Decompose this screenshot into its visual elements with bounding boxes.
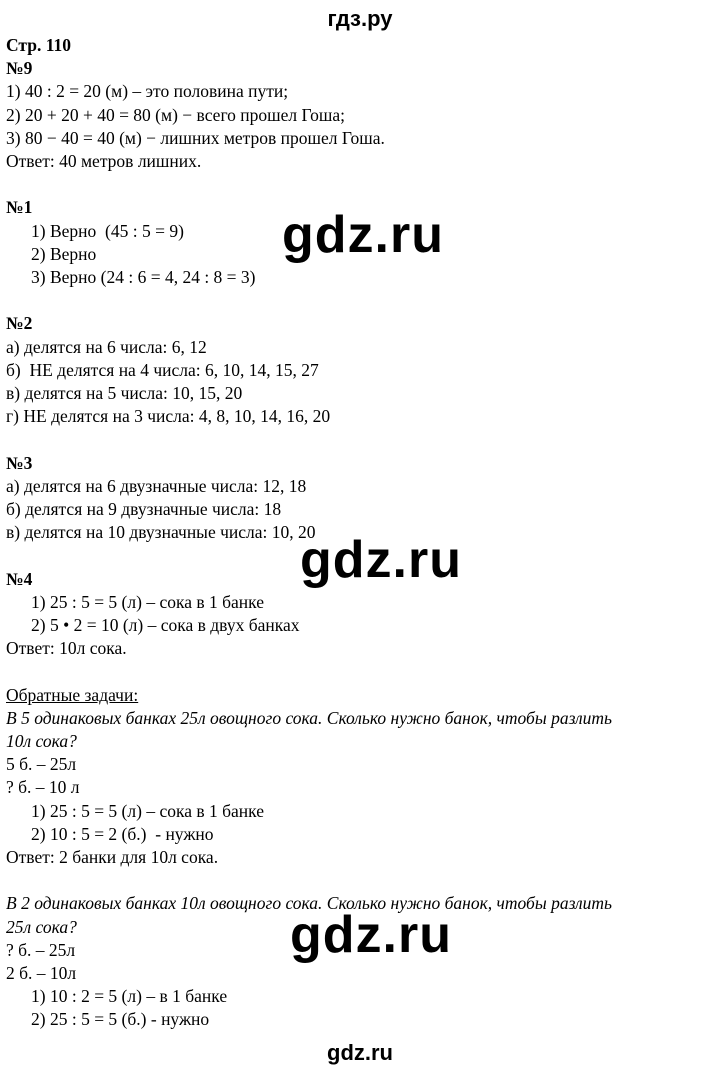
spacer (6, 428, 716, 451)
task-2-line-4: г) НЕ делятся на 3 числа: 4, 8, 10, 14, 16, 20 (6, 406, 331, 427)
task-9-title: №9 (6, 58, 33, 79)
site-header: гдз.ру (327, 6, 393, 31)
inverse-2-text-line-1: В 2 одинаковых банках 10л овощного сока. Сколько нужно банок, чтобы разлить (6, 893, 612, 914)
spacer (6, 869, 716, 892)
task-9-line-1: 1) 40 : 2 = 20 (м) – это половина пути; (6, 81, 289, 102)
inverse-tasks-heading: Обратные задачи: (6, 684, 139, 705)
task-1-line-1: 1) Верно (45 : 5 = 9) (31, 220, 184, 241)
watermark-logo: gdz.ru (282, 206, 444, 264)
inverse-1-step-1: 1) 25 : 5 = 5 (л) – сока в 1 банке (31, 800, 264, 821)
task-1-line-3: 3) Верно (24 : 6 = 4, 24 : 8 = 3) (31, 267, 256, 288)
inverse-1-given-1: 5 б. – 25л (6, 754, 77, 775)
spacer (6, 289, 716, 312)
spacer (6, 660, 716, 683)
inverse-1-given-2: ? б. – 10 л (6, 777, 80, 798)
inverse-1-text-line-1: В 5 одинаковых банках 25л овощного сока. Сколько нужно банок, чтобы разлить (6, 707, 612, 728)
inverse-2-given-2: 2 б. – 10л (6, 963, 77, 984)
task-9-line-2: 2) 20 + 20 + 40 = 80 (м) − всего прошел Гоша; (6, 104, 345, 125)
inverse-2-text-line-2: 25л сока? (6, 916, 77, 937)
task-4-title: №4 (6, 568, 33, 589)
task-9-answer: Ответ: 40 метров лишних. (6, 151, 202, 172)
task-4-line-1: 1) 25 : 5 = 5 (л) – сока в 1 банке (31, 591, 264, 612)
task-2-title: №2 (6, 313, 33, 334)
task-3-line-1: а) делятся на 6 двузначные числа: 12, 18 (6, 475, 307, 496)
inverse-2-step-1: 1) 10 : 2 = 5 (л) – в 1 банке (31, 986, 228, 1007)
task-1-line-2: 2) Верно (31, 243, 97, 264)
site-footer: gdz.ru (327, 1040, 393, 1065)
inverse-1-step-2: 2) 10 : 5 = 2 (б.) - нужно (31, 823, 214, 844)
inverse-2-step-2: 2) 25 : 5 = 5 (б.) - нужно (31, 1009, 210, 1030)
inverse-1-answer: Ответ: 2 банки для 10л сока. (6, 847, 219, 868)
task-2-line-2: б) НЕ делятся на 4 числа: 6, 10, 14, 15, 27 (6, 359, 319, 380)
task-2-line-3: в) делятся на 5 числа: 10, 15, 20 (6, 383, 243, 404)
page-title: Стр. 110 (6, 35, 71, 55)
task-4-answer: Ответ: 10л сока. (6, 638, 127, 659)
task-4-line-2: 2) 5 • 2 = 10 (л) – сока в двух банках (31, 615, 300, 636)
task-3-line-2: б) делятся на 9 двузначные числа: 18 (6, 499, 282, 520)
inverse-2-given-1: ? б. – 25л (6, 939, 76, 960)
task-3-line-3: в) делятся на 10 двузначные числа: 10, 20 (6, 522, 316, 543)
task-3-title: №3 (6, 452, 33, 473)
task-1-title: №1 (6, 197, 33, 218)
spacer (6, 173, 716, 196)
watermark-logo: gdz.ru (300, 531, 462, 589)
task-2-line-1: а) делятся на 6 числа: 6, 12 (6, 336, 207, 357)
task-9-line-3: 3) 80 − 40 = 40 (м) − лишних метров прошел Гоша. (6, 127, 385, 148)
inverse-1-text-line-2: 10л сока? (6, 731, 77, 752)
watermark-logo: gdz.ru (290, 906, 452, 964)
